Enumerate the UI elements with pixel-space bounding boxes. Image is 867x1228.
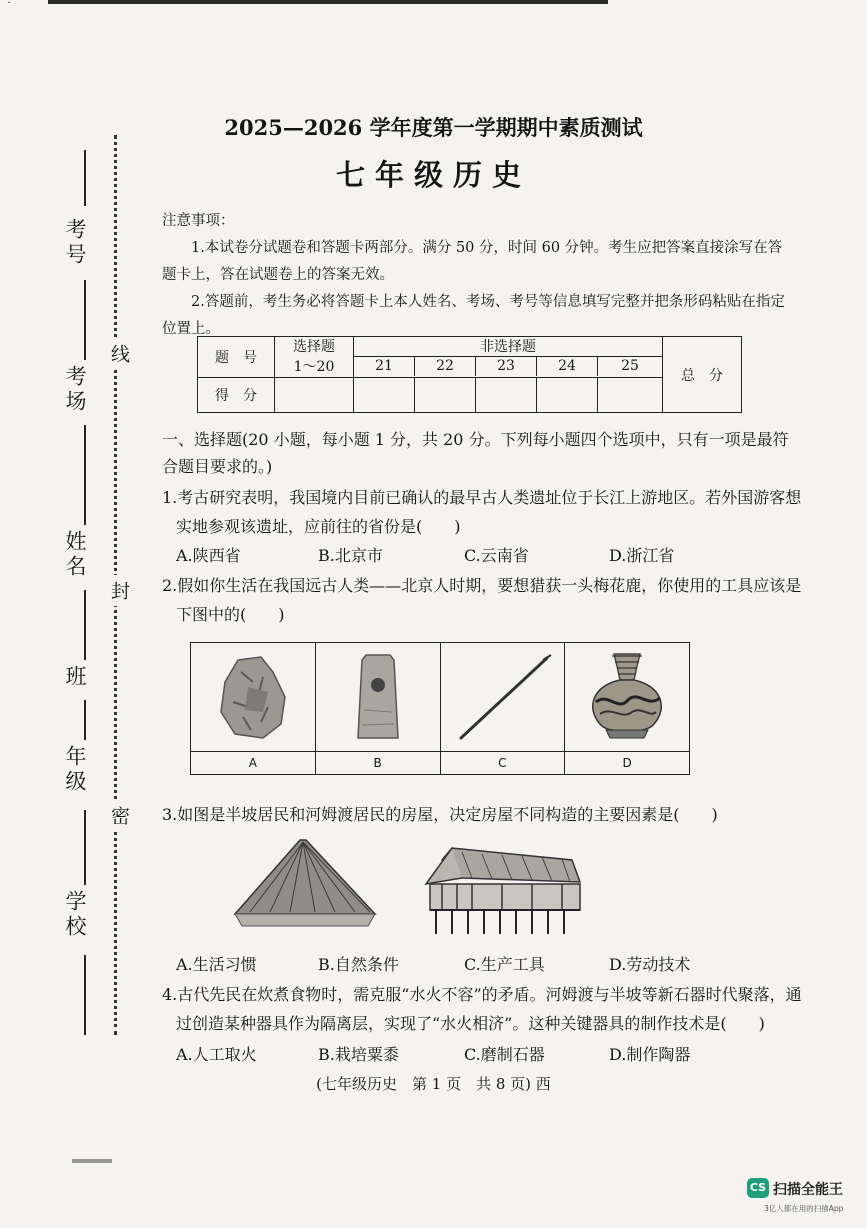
question-4-options — [176, 1042, 796, 1066]
instructions — [162, 208, 787, 343]
score-cell[interactable] — [476, 378, 537, 413]
question-stem: 1.考古研究表明，我国境内目前已确认的最早古人类遗址位于长江上游地区。若外国游客想实地参观该遗址，应前往的省份是( ) — [162, 488, 802, 536]
exam-title: 2025—2026 学年度第一学期期中素质测试 — [224, 115, 643, 140]
question-1 — [162, 483, 802, 541]
subject-title: 七年级历史 — [335, 158, 531, 192]
question-4 — [162, 980, 802, 1038]
cut-mark-seal: 封 — [106, 575, 133, 606]
bone-needle-icon — [447, 650, 557, 745]
hemudu-stilt-house-icon — [412, 842, 587, 940]
binding-line — [84, 425, 86, 525]
score-cell[interactable] — [354, 378, 415, 413]
binding-line — [84, 955, 86, 1035]
polished-stone-axe-icon — [348, 650, 408, 745]
image-label: C — [441, 751, 565, 774]
binding-line — [84, 280, 86, 360]
scanner-logo-icon: CS — [747, 1178, 769, 1198]
scan-artifact — [72, 1159, 112, 1163]
total-header: 总 分 — [663, 337, 742, 413]
nonchoice-header: 非选择题 — [354, 338, 662, 357]
score-cell[interactable] — [537, 378, 598, 413]
row-header: 题 号 — [198, 337, 275, 378]
score-label: 得 分 — [198, 378, 275, 413]
image-label: A — [191, 751, 315, 774]
question-2-image-table — [190, 642, 690, 775]
option-c[interactable]: C.云南省 — [464, 546, 529, 565]
binding-field-school: 学校 — [63, 890, 87, 940]
instruction-item: 2.答题前，考生务必将答题卡上本人姓名、考场、考号等信息填写完整并把条形码粘贴在指定位置上。 — [162, 294, 785, 337]
cut-mark-line: 线 — [106, 338, 133, 369]
option-b[interactable]: B.北京市 — [318, 546, 383, 565]
binding-field-exam-room: 考场 — [63, 365, 87, 415]
section-heading: 一、选择题(20 小题，每小题 1 分，共 20 分。下列每小题四个选项中，只有一项是最符合题目要求的。) — [162, 430, 789, 476]
image-option-a[interactable] — [191, 643, 316, 774]
image-option-d[interactable] — [565, 643, 689, 774]
option-c[interactable]: C.生产工具 — [464, 955, 545, 974]
option-c[interactable]: C.磨制石器 — [464, 1045, 545, 1064]
option-d[interactable]: D.劳动技术 — [609, 955, 691, 974]
score-cell[interactable] — [275, 378, 354, 413]
option-a[interactable]: A.陕西省 — [176, 546, 241, 565]
instruction-item: 1.本试卷分试题卷和答题卡两部分。满分 50 分，时间 60 分钟。考生应把答案直接涂写在答题卡上，答在试题卷上的答案无效。 — [162, 240, 783, 283]
image-label: B — [316, 751, 440, 774]
score-table — [197, 336, 742, 413]
chipped-stone-tool-icon — [213, 652, 293, 742]
question-3-options — [176, 952, 796, 976]
scanner-app-name: 扫描全能王 — [773, 1182, 843, 1198]
cut-mark-secret: 密 — [106, 800, 133, 831]
choice-header-label: 选择题 — [293, 339, 335, 355]
option-a[interactable]: A.生活习惯 — [176, 955, 257, 974]
image-option-b[interactable] — [316, 643, 441, 774]
question-number: 23 — [476, 357, 537, 376]
nonchoice-header-cell — [354, 337, 663, 378]
question-stem: 3.如图是半坡居民和河姆渡居民的房屋，决定房屋不同构造的主要因素是( ) — [162, 805, 718, 824]
option-d[interactable]: D.制作陶器 — [609, 1045, 691, 1064]
option-b[interactable]: B.自然条件 — [318, 955, 399, 974]
option-d[interactable]: D.浙江省 — [609, 546, 675, 565]
choice-range: 1～20 — [293, 359, 335, 375]
page-footer: (七年级历史 第 1 页 共 8 页) 西 — [316, 1075, 551, 1093]
question-1-options — [176, 543, 796, 567]
question-3 — [162, 800, 802, 829]
top-border-line — [48, 0, 608, 4]
question-stem: 2.假如你生活在我国远古人类——北京人时期，要想猎获一头梅花鹿，你使用的工具应该是下图中的( ) — [162, 576, 802, 624]
banpo-semi-subterranean-house-icon — [230, 836, 380, 936]
image-label: D — [565, 751, 689, 774]
question-number: 21 — [354, 357, 415, 376]
question-2 — [162, 571, 802, 629]
scanner-tagline: 3亿人都在用的扫描App — [764, 1204, 844, 1213]
score-cell[interactable] — [415, 378, 476, 413]
binding-line — [84, 590, 86, 660]
binding-field-class: 班 — [63, 665, 87, 690]
image-option-c[interactable] — [441, 643, 566, 774]
score-cell[interactable] — [598, 378, 663, 413]
choice-header — [275, 337, 354, 378]
question-number: 24 — [537, 357, 598, 376]
binding-line — [84, 810, 86, 885]
question-number: 25 — [621, 358, 639, 374]
painted-pottery-jar-icon — [582, 650, 672, 745]
binding-field-grade: 年级 — [63, 745, 87, 795]
question-stem: 4.古代先民在炊煮食物时，需克服“水火不容”的矛盾。河姆渡与半坡等新石器时代聚落，通过创造某种器具作为隔离层，实现了“水火相济”。这种关键器具的制作技术是( ) — [162, 985, 802, 1033]
binding-field-name: 姓名 — [63, 530, 87, 580]
option-b[interactable]: B.栽培粟黍 — [318, 1045, 399, 1064]
question-number: 22 — [415, 357, 476, 376]
binding-field-exam-number: 考号 — [63, 218, 87, 268]
option-a[interactable]: A.人工取火 — [176, 1045, 257, 1064]
instructions-heading: 注意事项： — [162, 213, 235, 229]
binding-line — [84, 700, 86, 740]
corner-mark: ˙ — [6, 0, 12, 14]
